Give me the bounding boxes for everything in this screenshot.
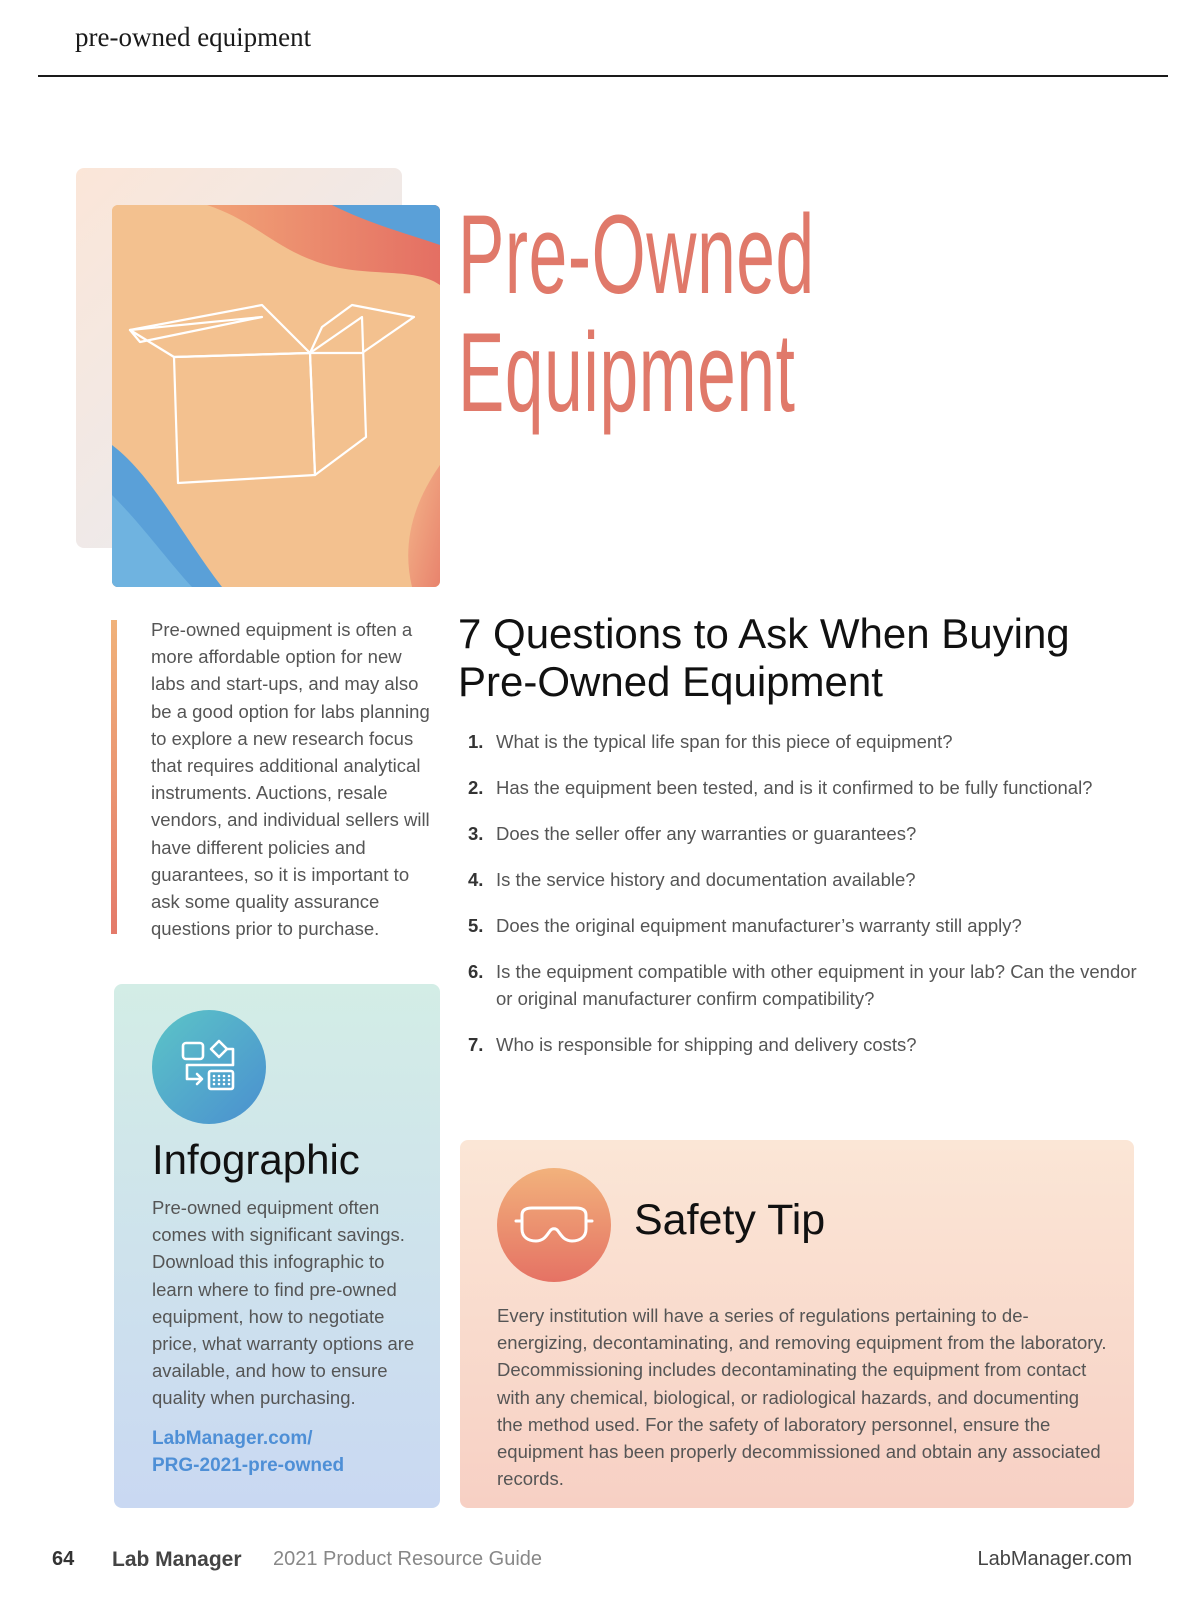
- question-text: Is the service history and documentation available?: [496, 869, 916, 890]
- list-item: [468, 1031, 1148, 1058]
- infographic-link-line-1[interactable]: LabManager.com/: [152, 1428, 313, 1449]
- page-title: [458, 192, 815, 435]
- hero-illustration: [112, 205, 440, 587]
- question-number: 6.: [468, 961, 484, 982]
- list-item: [468, 774, 1148, 801]
- header-rule: [38, 75, 1168, 77]
- safety-tip-title: Safety Tip: [634, 1196, 826, 1244]
- questions-list: [468, 728, 1148, 1077]
- footer-guide-title: 2021 Product Resource Guide: [273, 1548, 543, 1570]
- safety-goggles-icon: [497, 1168, 611, 1282]
- footer-website[interactable]: LabManager.com: [977, 1548, 1132, 1570]
- infographic-link-line-2[interactable]: PRG-2021-pre-owned: [152, 1455, 345, 1476]
- list-item: [468, 820, 1148, 847]
- workflow-icon: [152, 1010, 266, 1124]
- question-number: 4.: [468, 869, 484, 890]
- infographic-title: Infographic: [152, 1136, 360, 1183]
- question-number: 2.: [468, 777, 484, 798]
- question-text: Is the equipment compatible with other equipment in your lab? Can the vendor or original manufacturer confirm compatibility?: [496, 961, 1137, 1009]
- title-line-2: Equipment: [458, 310, 796, 435]
- question-number: 3.: [468, 823, 484, 844]
- question-number: 5.: [468, 915, 484, 936]
- question-number: 7.: [468, 1034, 484, 1055]
- list-item: [468, 958, 1148, 1012]
- questions-heading: 7 Questions to Ask When Buying Pre-Owned Equipment: [458, 610, 1070, 705]
- open-box-icon: [112, 205, 440, 587]
- title-line-1: Pre-Owned: [458, 192, 815, 317]
- list-item: [468, 728, 1148, 755]
- question-text: What is the typical life span for this piece of equipment?: [496, 731, 953, 752]
- infographic-link[interactable]: [152, 1425, 422, 1479]
- safety-tip-text: Every institution will have a series of regulations pertaining to de-energizing, decontaminating, and removing equipment from the laboratory. Decommissioning includes decontaminating the equipment from contact with any chemical, biological, or radiological hazards, and documenting the method used. For the safety of laboratory personnel, ensure the equipment has been properly decommissioned and obtain any associated records.: [497, 1305, 1107, 1490]
- list-item: [468, 866, 1148, 893]
- infographic-text: Pre-owned equipment often comes with significant savings. Download this infographic to learn where to find pre-owned equipment, how to negotiate price, what warranty options are available, and how to ensure quality when purchasing.: [152, 1197, 415, 1409]
- question-number: 1.: [468, 731, 484, 752]
- infographic-card: [114, 984, 440, 1508]
- list-item: [468, 912, 1148, 939]
- running-head: pre-owned equipment: [75, 22, 312, 52]
- intro-paragraph: Pre-owned equipment is often a more affordable option for new labs and start-ups, and may also be a good option for labs planning to explore a new research focus that requires additional analytical instruments. Auctions, resale vendors, and individual sellers will have different policies and guarantees, so it is important to ask some quality assurance questions prior to purchase.: [151, 619, 430, 940]
- safety-tip-card: [460, 1140, 1134, 1508]
- question-text: Does the seller offer any warranties or guarantees?: [496, 823, 917, 844]
- page-number: 64: [52, 1548, 75, 1570]
- footer-brand: Lab Manager: [112, 1548, 242, 1571]
- intro-accent-bar: [111, 620, 117, 934]
- question-text: Who is responsible for shipping and delivery costs?: [496, 1034, 917, 1055]
- question-text: Does the original equipment manufacturer’s warranty still apply?: [496, 915, 1022, 936]
- question-text: Has the equipment been tested, and is it confirmed to be fully functional?: [496, 777, 1093, 798]
